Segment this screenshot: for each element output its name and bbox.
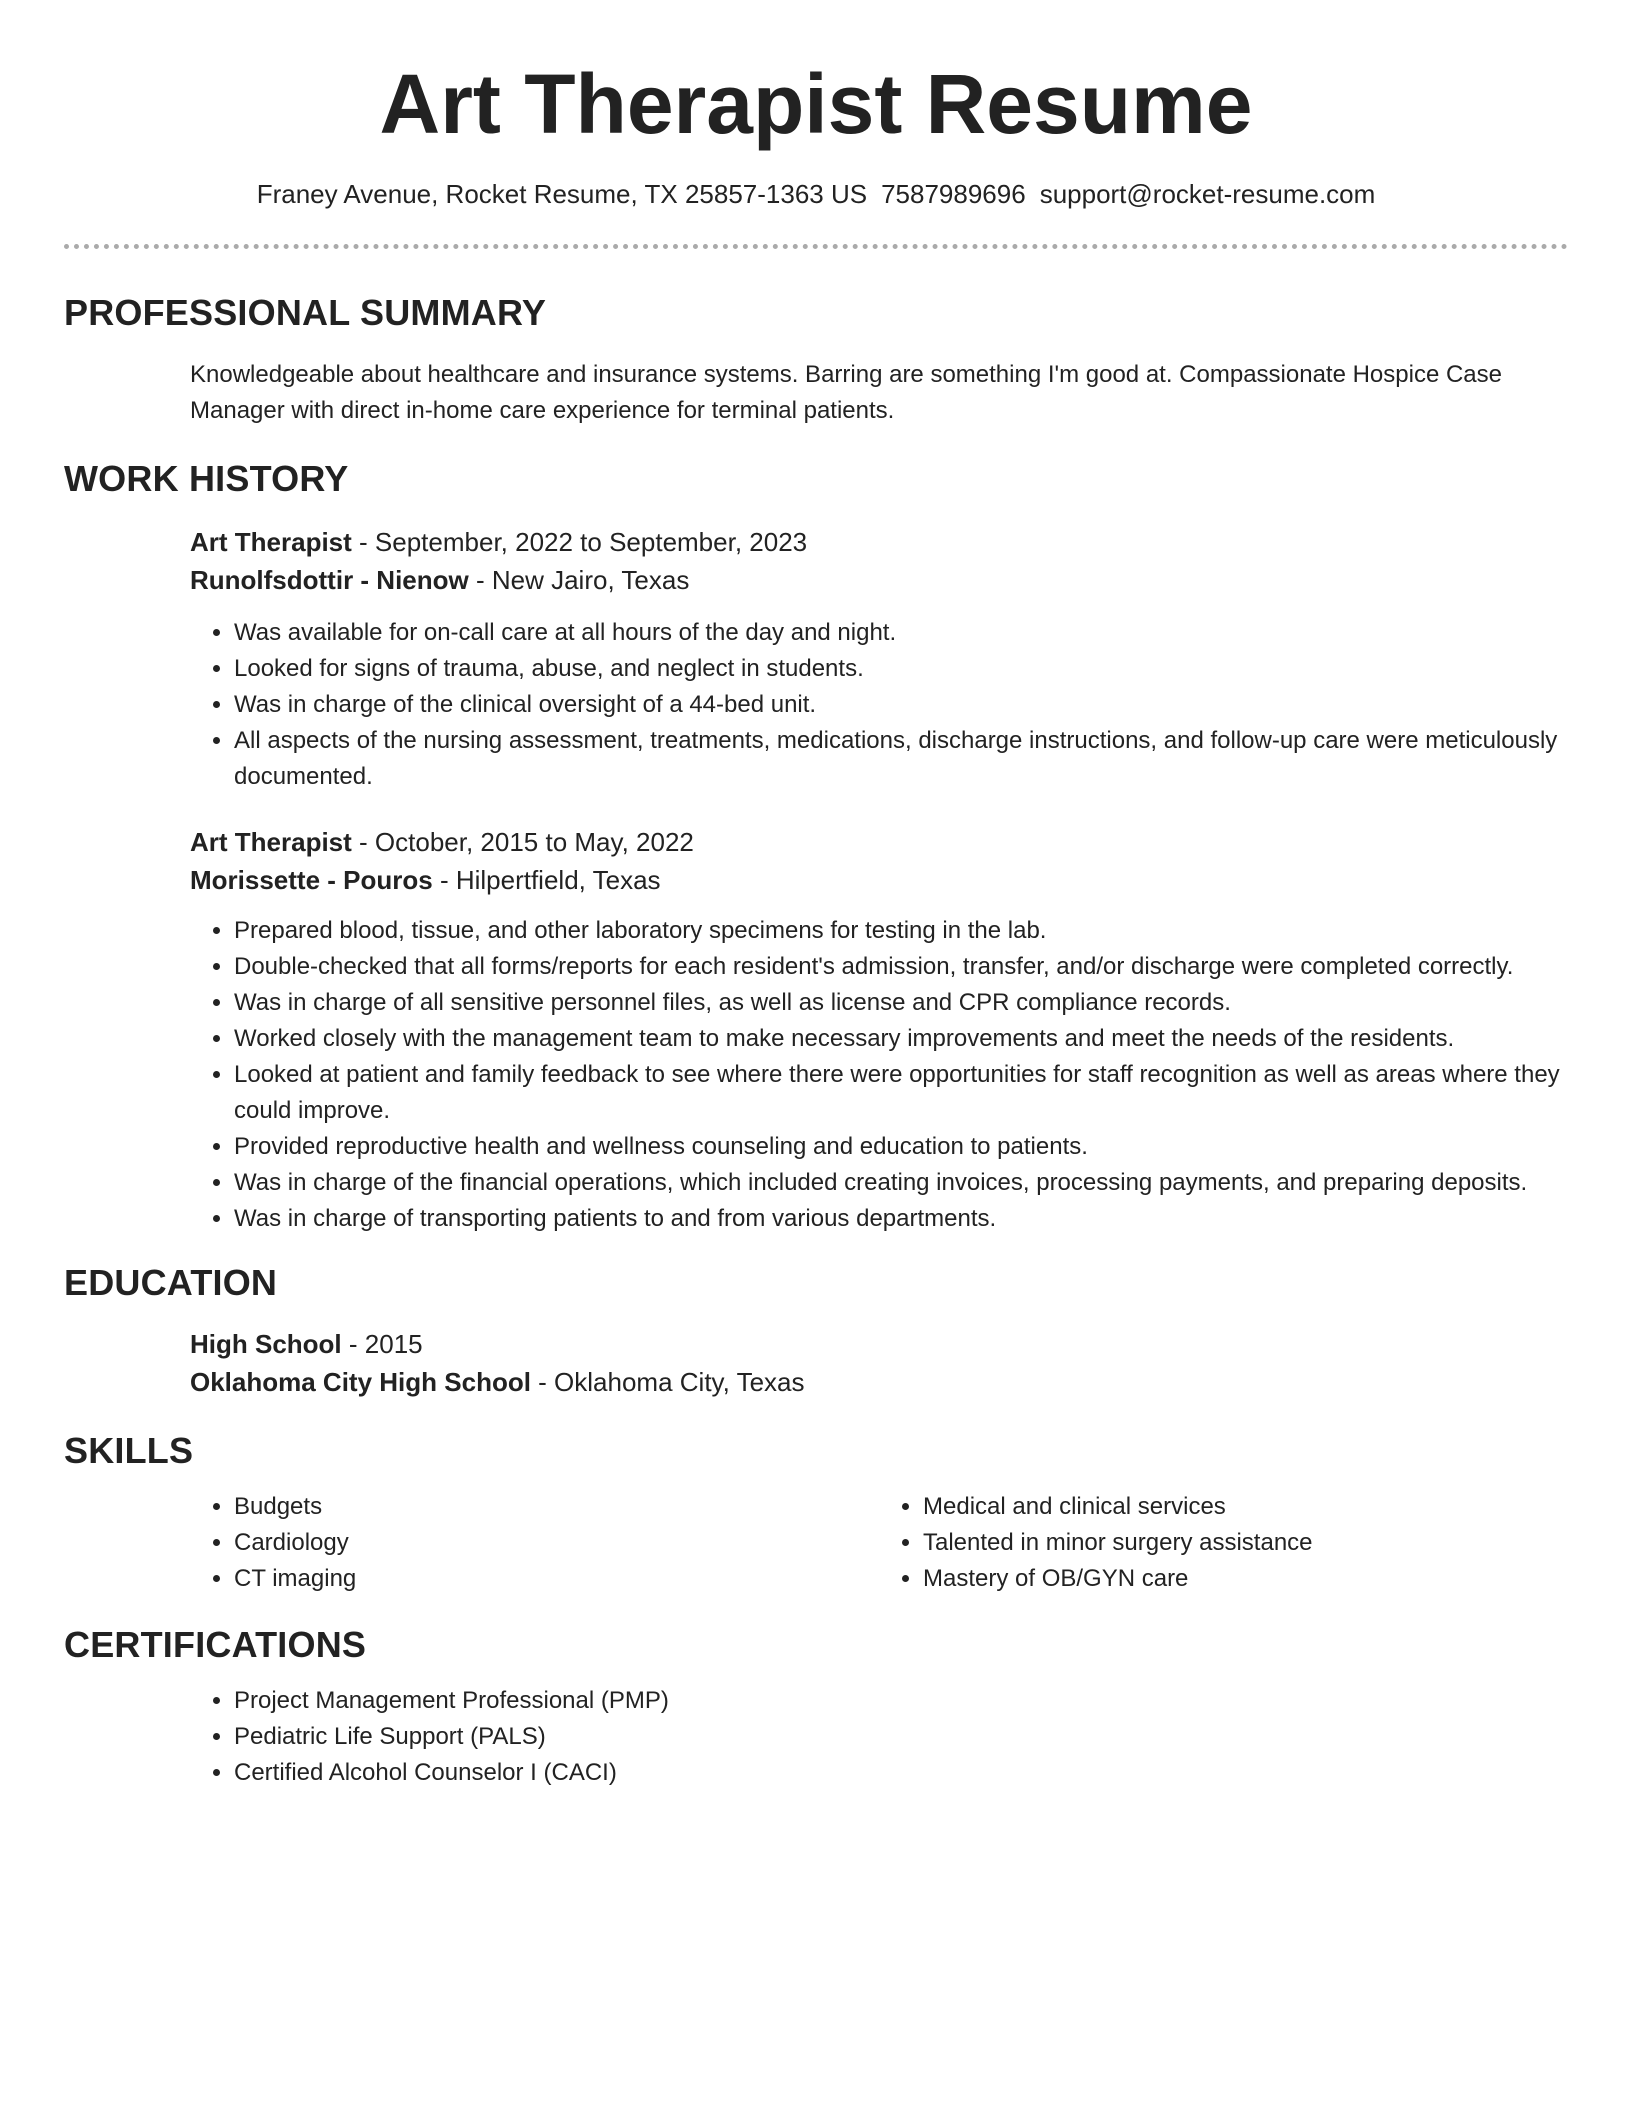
job-company-line: [190, 561, 1568, 599]
job-company-line: [190, 861, 1568, 899]
education-location: - Oklahoma City, Texas: [530, 1367, 805, 1397]
contact-line: [64, 176, 1568, 212]
certifications-body: [64, 1683, 1568, 1791]
job-entry: [64, 523, 1568, 795]
certification-item: • Project Management Professional (PMP): [234, 1683, 1568, 1719]
job-location: - New Jairo, Texas: [468, 565, 690, 595]
job-bullet: • Prepared blood, tissue, and other laboratory specimens for testing in the lab.: [234, 913, 1568, 949]
education-degree-line: [190, 1325, 1568, 1363]
certifications-heading: CERTIFICATIONS: [64, 1624, 367, 1665]
education-year: - 2015: [341, 1329, 423, 1359]
certification-item: • Pediatric Life Support (PALS): [234, 1719, 1568, 1755]
job-bullet: • Looked at patient and family feedback to see where there were opportunities for staff recognition as well as areas where they could improve.: [234, 1057, 1568, 1129]
job-bullet: • Worked closely with the management team to make necessary improvements and meet the needs of the residents.: [234, 1021, 1568, 1057]
skill-item: • Talented in minor surgery assistance: [923, 1525, 1568, 1561]
education-degree: High School: [190, 1329, 342, 1359]
education-school: Oklahoma City High School: [190, 1367, 531, 1397]
job-title: Art Therapist: [190, 827, 352, 857]
education-school-line: [190, 1363, 1568, 1401]
job-dates: - October, 2015 to May, 2022: [351, 827, 694, 857]
job-title: Art Therapist: [190, 527, 352, 557]
work-heading: WORK HISTORY: [64, 458, 349, 499]
job-bullets: [190, 615, 1568, 795]
summary-body: [64, 357, 1568, 429]
job-bullet: • All aspects of the nursing assessment, treatments, medications, discharge instructions, and follow-up care were meticulously documented.: [234, 723, 1568, 795]
skills-list: [64, 1489, 1568, 1597]
skill-item: • Cardiology: [234, 1525, 879, 1561]
contact-phone: 7587989696: [881, 179, 1026, 209]
job-company: Runolfsdottir - Nienow: [190, 565, 469, 595]
summary-text: Knowledgeable about healthcare and insurance systems. Barring are something I'm good at. Compassionate Hospice Case Manager with direct in-home care experience for terminal patients.: [190, 361, 1502, 424]
education-heading: EDUCATION: [64, 1262, 278, 1303]
job-bullet: • Looked for signs of trauma, abuse, and neglect in students.: [234, 651, 1568, 687]
summary-heading: PROFESSIONAL SUMMARY: [64, 292, 547, 333]
skill-item: • Medical and clinical services: [923, 1489, 1568, 1525]
job-bullet: • Was in charge of all sensitive personnel files, as well as license and CPR compliance records.: [234, 985, 1568, 1021]
job-bullet: • Was in charge of the financial operations, which included creating invoices, processing payments, and preparing deposits.: [234, 1165, 1568, 1201]
contact-address: Franey Avenue, Rocket Resume, TX 25857-1363 US: [256, 179, 868, 209]
job-bullet: • Was in charge of the clinical oversight of a 44-bed unit.: [234, 687, 1568, 723]
certification-item: • Certified Alcohol Counselor I (CACI): [234, 1755, 1568, 1791]
resume-page: [64, 0, 1568, 1791]
job-entry: [64, 823, 1568, 1237]
skill-item: • Budgets: [234, 1489, 879, 1525]
job-title-line: [190, 523, 1568, 561]
job-bullet: • Was in charge of transporting patients to and from various departments.: [234, 1201, 1568, 1237]
job-dates: - September, 2022 to September, 2023: [351, 527, 808, 557]
job-bullets: [190, 913, 1568, 1237]
resume-title: Art Therapist Resume: [379, 57, 1253, 151]
job-title-line: [190, 823, 1568, 861]
job-bullet: • Double-checked that all forms/reports for each resident's admission, transfer, and/or discharge were completed correctly.: [234, 949, 1568, 985]
job-bullet: • Provided reproductive health and wellness counseling and education to patients.: [234, 1129, 1568, 1165]
job-company: Morissette - Pouros: [190, 865, 433, 895]
job-bullet: • Was available for on-call care at all hours of the day and night.: [234, 615, 1568, 651]
education-entry: [64, 1325, 1568, 1401]
header-divider: [64, 244, 1568, 249]
skill-item: • CT imaging: [234, 1561, 879, 1597]
contact-email[interactable]: support@rocket-resume.com: [1039, 179, 1376, 209]
job-location: - Hilpertfield, Texas: [432, 865, 661, 895]
skill-item: • Mastery of OB/GYN care: [923, 1561, 1568, 1597]
skills-column-left: [190, 1489, 879, 1597]
certifications-list: [190, 1683, 1568, 1791]
skills-heading: SKILLS: [64, 1430, 194, 1471]
skills-column-right: [879, 1489, 1568, 1597]
